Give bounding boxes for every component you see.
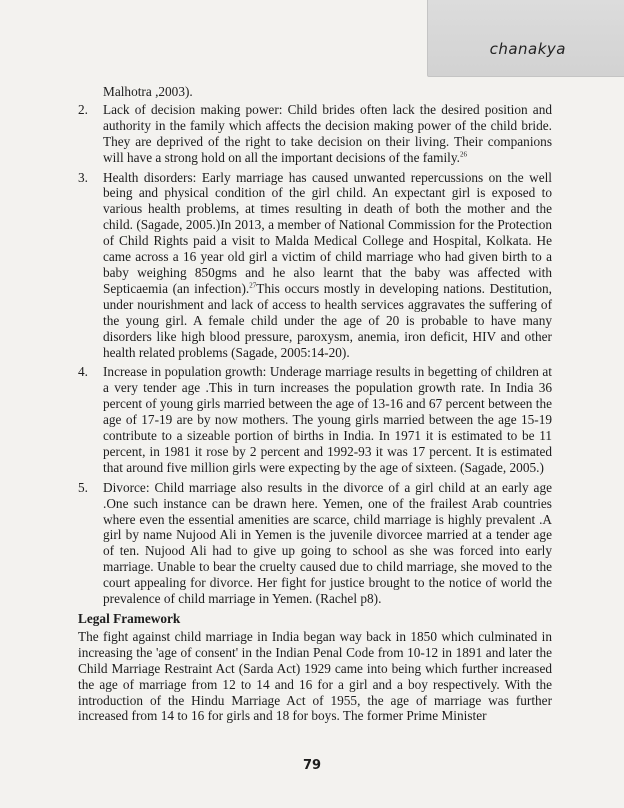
item-number: 2. [78, 101, 88, 117]
item-text-continued: This occurs mostly in developing nations. Destitution, under nourishment and lack of access to health services aggravates the suffering of the young girl. A female child under the age of 20 is probable to have many disorders like high blood pressure, paroxysm, anemia, iron deficit, HIV and other health related problems (Sagade, 2005:14-20). [103, 280, 552, 360]
item-text: Divorce: Child marriage also results in the divorce of a girl child at an early age .One such instance can be drawn here. Yemen, one of the frailest Arab countries where even the essential amenities are scarce, child marriage is highly prevalent .A girl by name Nujood Ali in Yemen is the juvenile divorcee married at a tender age of ten. Nujood Ali had to give up going to school as she was forced into early marriage. Unable to bear the cruelty caused due to child marriage, she moved to the court appealing for divorce. Her fight for justice brought to the notice of world the prevalence of child marriage in Yemen. (Rachel p8). [103, 479, 552, 607]
list-item [78, 364, 552, 475]
page-number: 79 [302, 758, 322, 773]
page-body [78, 84, 552, 724]
item-number: 4. [78, 364, 88, 380]
item-number: 3. [78, 169, 88, 185]
numbered-list [78, 102, 552, 607]
footnote-ref: 26 [459, 150, 467, 159]
footnote-ref: 27 [249, 281, 257, 290]
list-item [78, 170, 552, 361]
item-number: 5. [78, 479, 88, 495]
list-item [78, 480, 552, 607]
section-paragraph: The fight against child marriage in India began way back in 1850 which culminated in increasing the 'age of consent' in the Indian Penal Code from 10-12 in 1891 and later the Child Marriage Restraint Act (Sarda Act) 1929 came into being which further increased the age of marriage from 12 to 14 and 16 for a girl and a boy respectively. With the introduction of the Hindu Marriage Act of 1955, the age of marriage was further increased from 14 to 16 for girls and 18 for boys. The former Prime Minister [78, 628, 552, 724]
list-item [78, 102, 552, 166]
item-text: Health disorders: Early marriage has caused unwanted repercussions on the well being and physical condition of the girl child. An expectant girl is exposed to various health problems, at times resulting in death of both the mother and the child. (Sagade, 2005.)In 2013, a member of National Commission for the Protection of Child Rights paid a visit to Malda Medical College and Hospital, Kolkata. He came across a 16 year old girl a victim of child marriage who had given birth to a baby weighing 850gms and he also learnt that the baby was affected with Septicaemia (an infection). [103, 169, 552, 296]
item-text: Lack of decision making power: Child brides often lack the desired position and authority in the family which affects the decision making power of the child bride. They are deprived of the right to take decision on their living. Their companions will have a strong hold on all the important decisions of the family. [103, 101, 552, 165]
header-tab [427, 0, 624, 77]
brand-logo: chanakya [489, 40, 566, 58]
section-heading: Legal Framework [78, 611, 181, 626]
item-text: Increase in population growth: Underage marriage results in begetting of children at a very tender age .This in turn increases the population growth rate. In India 36 percent of young girls married between the age of 13-16 and 67 percent between the age of 17-19 are by now mothers. The young girls married between the age 15-19 contribute to a sizeable portion of births in India. In 1971 it is estimated to be 11 percent, in 1981 it rose by 2 percent and 1992-93 it was 17 percent. It is estimated that around five million girls were expecting by the age of sixteen. (Sagade, 2005.) [103, 364, 552, 475]
continuation-text: Malhotra ,2003). [103, 84, 193, 99]
